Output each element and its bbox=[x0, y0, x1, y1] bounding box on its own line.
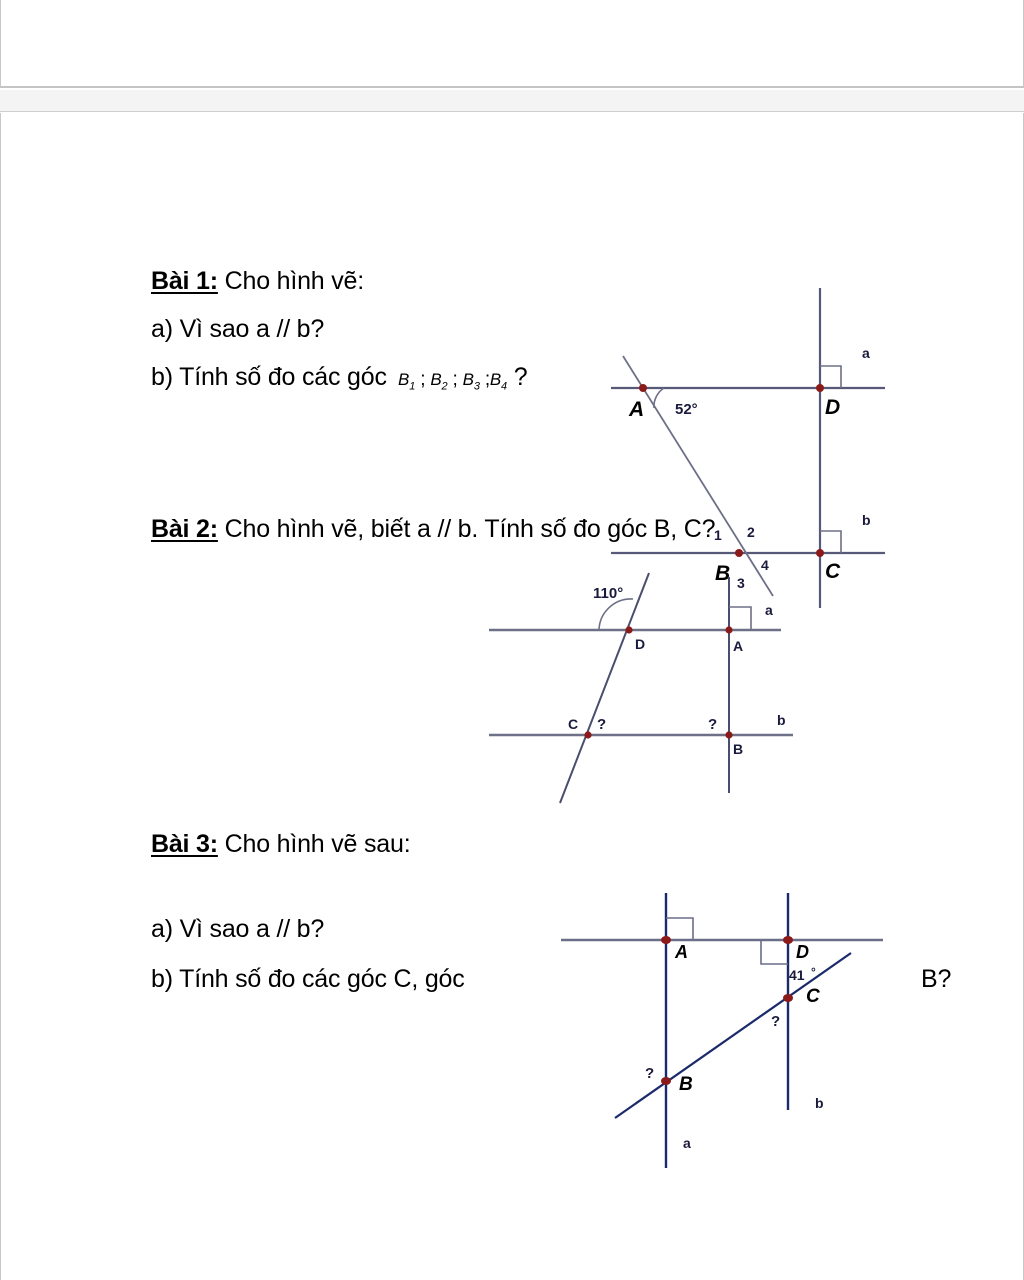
right-angle-mark-a-icon bbox=[666, 918, 693, 940]
figure-1-label-c-point: C bbox=[825, 560, 841, 583]
exercise-2-heading bbox=[151, 516, 715, 542]
figure-3-angle-41: 41 bbox=[789, 967, 805, 983]
angle-b4-inline: $B_4$ bbox=[489, 370, 507, 393]
exercise-3-part-a: a) Vì sao a // b? bbox=[151, 915, 325, 943]
previous-page-edge bbox=[0, 0, 1024, 88]
angle-b1-inline: $B_1$ bbox=[398, 370, 416, 393]
exercise-1-label: Bài 1: bbox=[151, 267, 218, 295]
exercise-3-prompt: Cho hình vẽ sau: bbox=[224, 830, 411, 858]
point-d-marker bbox=[816, 384, 824, 392]
figure-3 bbox=[553, 878, 923, 1178]
exercise-1-part-b-suffix: ? bbox=[513, 363, 528, 391]
point-d-marker bbox=[625, 626, 632, 633]
figure-1-angle-52: 52° bbox=[675, 401, 698, 418]
figure-1-angle-1: 1 bbox=[714, 527, 722, 543]
figure-1-transversal bbox=[623, 356, 773, 596]
exercise-2-prompt: Cho hình vẽ, biết a // b. Tính số đo góc B, C? bbox=[224, 515, 716, 543]
point-b-marker bbox=[735, 549, 743, 557]
exercise-1-part-a: a) Vì sao a // b? bbox=[151, 315, 325, 343]
figure-2-line-label-b: b bbox=[777, 712, 786, 728]
exercise-1-part-b-text: b) Tính số đo các góc bbox=[151, 363, 387, 391]
figure-2-label-d-point: D bbox=[635, 636, 646, 652]
point-a-marker bbox=[639, 384, 647, 392]
point-b-marker bbox=[661, 1077, 671, 1085]
exercise-3-label: Bài 3: bbox=[151, 830, 218, 858]
figure-1-angle-3: 3 bbox=[737, 575, 745, 591]
figure-1-label-b-point: B bbox=[715, 562, 731, 585]
point-c-marker bbox=[584, 731, 591, 738]
figure-3-line-label-b: b bbox=[815, 1095, 824, 1111]
figure-1-line-label-b: b bbox=[862, 512, 871, 528]
figure-3-line-label-a: a bbox=[683, 1135, 691, 1151]
figure-1-angle-2: 2 bbox=[747, 524, 755, 540]
exercise-3-trailing: B? bbox=[921, 965, 952, 993]
exercise-2-label: Bài 2: bbox=[151, 515, 218, 543]
figure-1-label-a-point: A bbox=[629, 398, 645, 421]
figure-3-angle-41-degree: ° bbox=[811, 965, 816, 979]
figure-2-label-a-point: A bbox=[733, 638, 744, 654]
point-c-marker bbox=[816, 549, 824, 557]
figure-3-label-d-point: D bbox=[796, 942, 809, 962]
exercise-1-part-b: b) Tính số đo các góc $B_1$ ; $B_2$ ; $B_3$ $;B_4$ ? bbox=[151, 363, 528, 393]
point-a-marker bbox=[725, 626, 732, 633]
figure-2 bbox=[481, 565, 801, 815]
exercise-1-prompt: Cho hình vẽ: bbox=[224, 267, 365, 295]
figure-2-label-c-point: C bbox=[568, 716, 579, 732]
angle-b2-inline: $B_2$ bbox=[430, 370, 448, 393]
figure-2-line-label-a: a bbox=[765, 602, 773, 618]
figure-1-line-label-a: a bbox=[862, 345, 870, 361]
figure-3-label-c-point: C bbox=[806, 986, 820, 1007]
figure-2-label-b-point: B bbox=[733, 741, 744, 757]
exercise-1-heading bbox=[151, 268, 364, 294]
point-a-marker bbox=[661, 936, 671, 944]
angle-arc-52-icon bbox=[654, 388, 664, 408]
figure-3-angle-b-unknown: ? bbox=[645, 1065, 655, 1082]
figure-1-label-d-point: D bbox=[825, 396, 841, 419]
page-separator-band bbox=[0, 90, 1024, 112]
figure-2-angle-c-unknown: ? bbox=[597, 716, 607, 733]
angle-b3-inline: $B_3$ bbox=[462, 370, 480, 393]
document-page bbox=[0, 113, 1024, 1280]
figure-2-angle-110: 110° bbox=[593, 585, 624, 602]
figure-3-label-a-point: A bbox=[675, 942, 688, 962]
exercise-3-part-b: b) Tính số đo các góc C, góc bbox=[151, 965, 465, 993]
point-c-marker bbox=[783, 994, 793, 1002]
right-angle-mark-c-icon bbox=[820, 531, 841, 553]
right-angle-mark-a-icon bbox=[729, 607, 751, 630]
figure-2-angle-b-unknown: ? bbox=[708, 716, 718, 733]
figure-3-angle-c-unknown: ? bbox=[771, 1013, 781, 1030]
point-b-marker bbox=[725, 731, 732, 738]
figure-1-angle-4: 4 bbox=[761, 557, 769, 573]
point-d-marker bbox=[783, 936, 793, 944]
exercise-3-heading bbox=[151, 831, 410, 857]
right-angle-mark-d-icon bbox=[761, 940, 788, 964]
figure-2-transversal bbox=[560, 573, 649, 803]
figure-3-label-b-point: B bbox=[679, 1074, 693, 1095]
right-angle-mark-d-icon bbox=[820, 366, 841, 388]
figure-1 bbox=[601, 278, 901, 591]
